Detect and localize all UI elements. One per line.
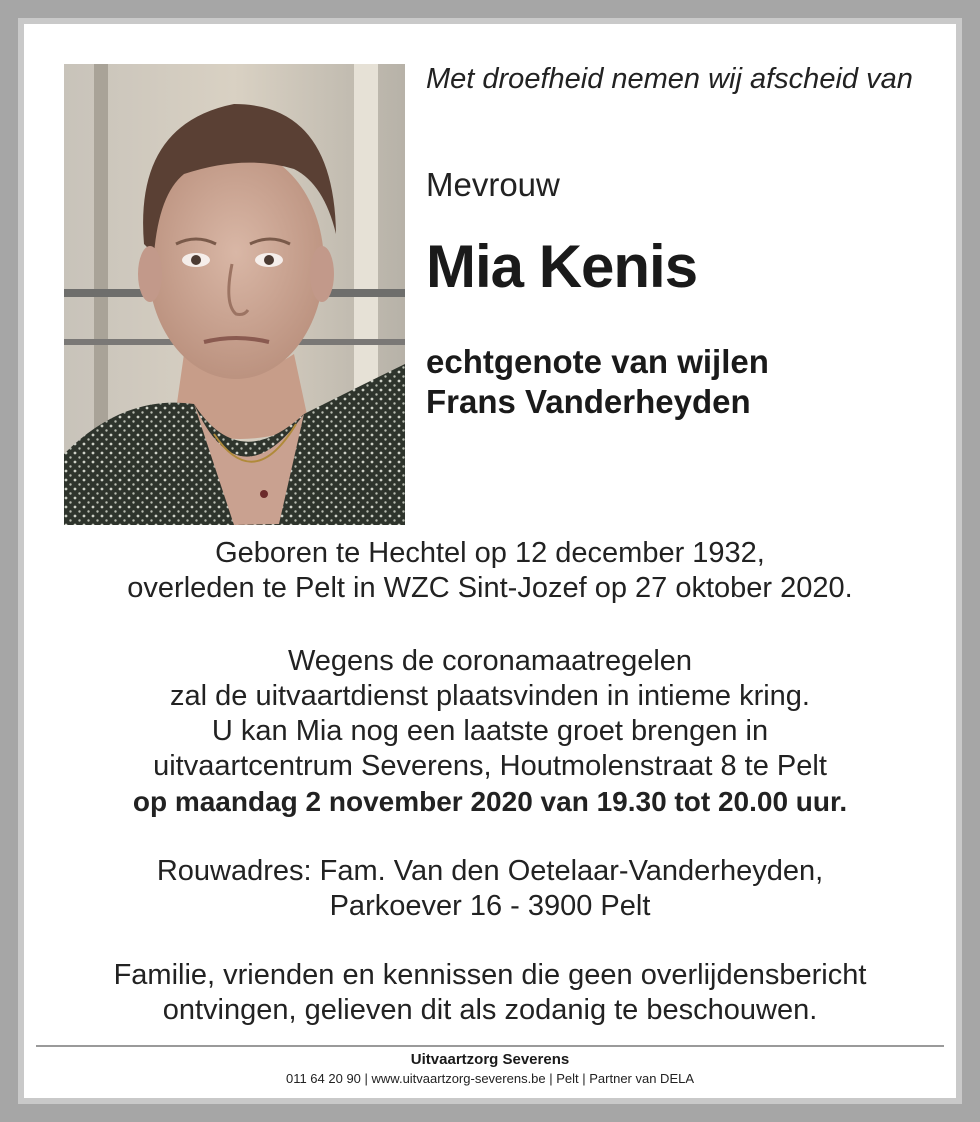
spouse-info: [426, 342, 946, 422]
mourning-address-line-1: Rouwadres: Fam. Van den Oetelaar-Vanderheyden,: [156, 855, 824, 887]
funeral-home-name: Uitvaartzorg Severens: [410, 1051, 570, 1068]
deceased-name: Mia Kenis: [426, 233, 698, 300]
funeral-line-1: Wegens de coronamaatregelen: [287, 645, 693, 677]
funeral-line-3: U kan Mia nog een laatste groet brengen in: [211, 715, 769, 747]
spouse-line-1: echtgenote van wijlen: [426, 343, 769, 380]
birth-line: Geboren te Hechtel op 12 december 1932,: [215, 537, 765, 569]
funeral-line-4: uitvaartcentrum Severens, Houtmolenstraat 8 te Pelt: [153, 750, 827, 782]
death-line: overleden te Pelt in WZC Sint-Jozef op 27 oktober 2020.: [127, 572, 853, 604]
portrait-photo: [64, 64, 405, 525]
spouse-line-2: Frans Vanderheyden: [426, 383, 751, 420]
obituary-card: [18, 18, 962, 1104]
mourning-address-block: [24, 854, 956, 924]
birth-death-block: [24, 536, 956, 606]
mourning-address-line-2: Parkoever 16 - 3900 Pelt: [329, 890, 651, 922]
intro-text: Met droefheid nemen wij afscheid van: [426, 63, 913, 95]
funeral-info-block: [24, 644, 956, 819]
funeral-line-2: zal de uitvaartdienst plaatsvinden in intieme kring.: [170, 680, 810, 712]
portrait-image: [64, 64, 405, 525]
closing-note-line-2: ontvingen, gelieven dit als zodanig te beschouwen.: [162, 994, 818, 1026]
funeral-home-contact: 011 64 20 90 | www.uitvaartzorg-severens.be | Pelt | Partner van DELA: [285, 1071, 695, 1086]
closing-note-line-1: Familie, vrienden en kennissen die geen overlijdensbericht: [113, 959, 867, 991]
visitation-time: op maandag 2 november 2020 van 19.30 tot 20.00 uur.: [132, 786, 848, 817]
closing-note-block: [24, 958, 956, 1028]
footer-divider: [36, 1045, 944, 1047]
honorific: Mevrouw: [426, 166, 560, 203]
